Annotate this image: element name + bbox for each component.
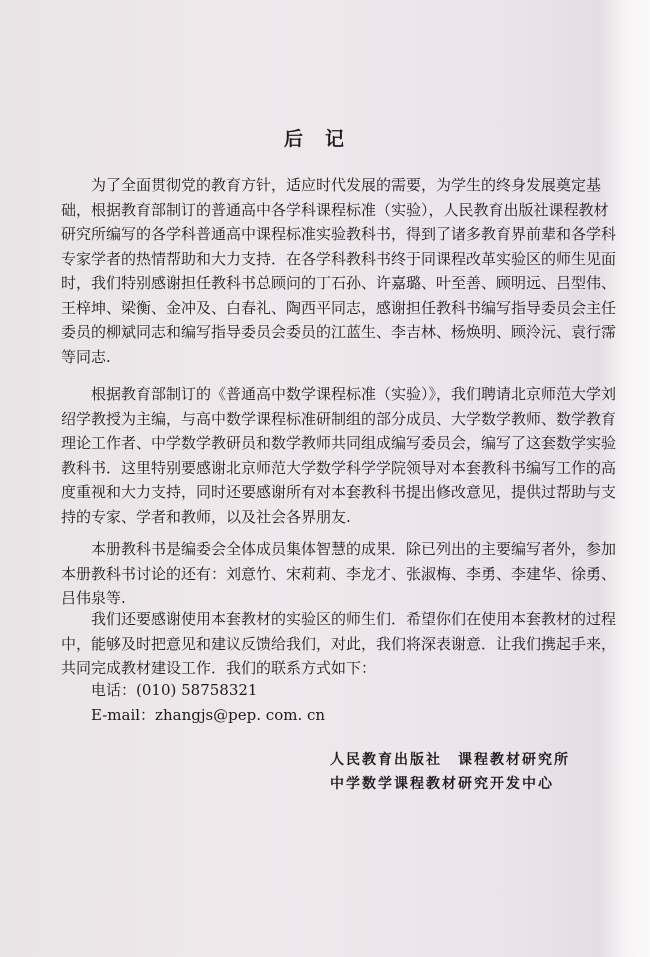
paragraph [61, 607, 617, 681]
text-line: 础，根据教育部制订的普通高中各学科课程标准（实验），人民教育出版社课程教材 [61, 200, 609, 219]
text-line: 吕伟泉等. [61, 589, 126, 607]
page-title: 后记 [283, 128, 366, 150]
text-line: 理论工作者、中学数学教研员和数学教师共同组成编写委员会，编写了这套数学实验 [61, 434, 617, 452]
text-line: 教科书．这里特别要感谢北京师范大学数学科学学院领导对本套教科书编写工作的高 [61, 458, 617, 477]
text-line: 等同志. [61, 347, 111, 366]
text-line: 度重视和大力支持，同时还要感谢所有对本套教科书提出修改意见，提供过帮助与支 [61, 483, 617, 501]
text-line: 研究所编写的各学科普通高中课程标准实验教科书，得到了诸多教育界前辈和各学科 [61, 225, 617, 243]
text-line: 委员的柳斌同志和编写指导委员会委员的江蓝生、李吉林、杨焕明、顾泠沅、袁行霈 [61, 323, 617, 341]
signature-line-2: 中学数学课程教材研究开发中心 [330, 776, 554, 792]
contact-email: E-mail：zhangjs@pep. com. cn [91, 706, 326, 724]
text-line: 本册教科书是编委会全体成员集体智慧的成果．除已列出的主要编写者外，参加 [91, 540, 617, 558]
text-line: 持的专家、学者和教师，以及社会各界朋友. [61, 507, 351, 526]
signature-line-1: 人民教育出版社 课程教材研究所 [330, 752, 570, 768]
contact-phone: 电话：(010) 58758321 [91, 681, 258, 699]
paragraph [61, 537, 617, 611]
text-line: 我们还要感谢使用本套教材的实验区的师生们．希望你们在使用本套教材的过程 [91, 610, 617, 628]
text-line: 绍学教授为主编，与高中数学课程标准研制组的部分成员、大学数学教师、数学教育 [61, 409, 617, 428]
text-line: 中，能够及时把意见和建议反馈给我们，对此，我们将深表谢意．让我们携起手来， [61, 634, 617, 653]
text-line: 共同完成教材建设工作．我们的联系方式如下： [61, 659, 377, 677]
text-line: 为了全面贯彻党的教育方针，适应时代发展的需要，为学生的终身发展奠定基 [91, 176, 602, 194]
text-line: 专家学者的热情帮助和大力支持．在各学科教科书终于同课程改革实验区的师生见面 [61, 249, 617, 268]
paragraph [61, 173, 617, 369]
text-line: 本册教科书讨论的还有：刘意竹、宋莉莉、李龙才、张淑梅、李勇、李建华、徐勇、 [61, 564, 617, 583]
text-line: 时，我们特别感谢担任教科书总顾问的丁石孙、许嘉璐、叶至善、顾明远、吕型伟、 [61, 274, 617, 292]
paragraph [61, 382, 617, 529]
text-line: 根据教育部制订的《普通高中数学课程标准（实验）》，我们聘请北京师范大学刘 [91, 385, 617, 403]
text-line: 王梓坤、梁衡、金冲及、白春礼、陶西平同志，感谢担任教科书编写指导委员会主任 [61, 298, 617, 317]
